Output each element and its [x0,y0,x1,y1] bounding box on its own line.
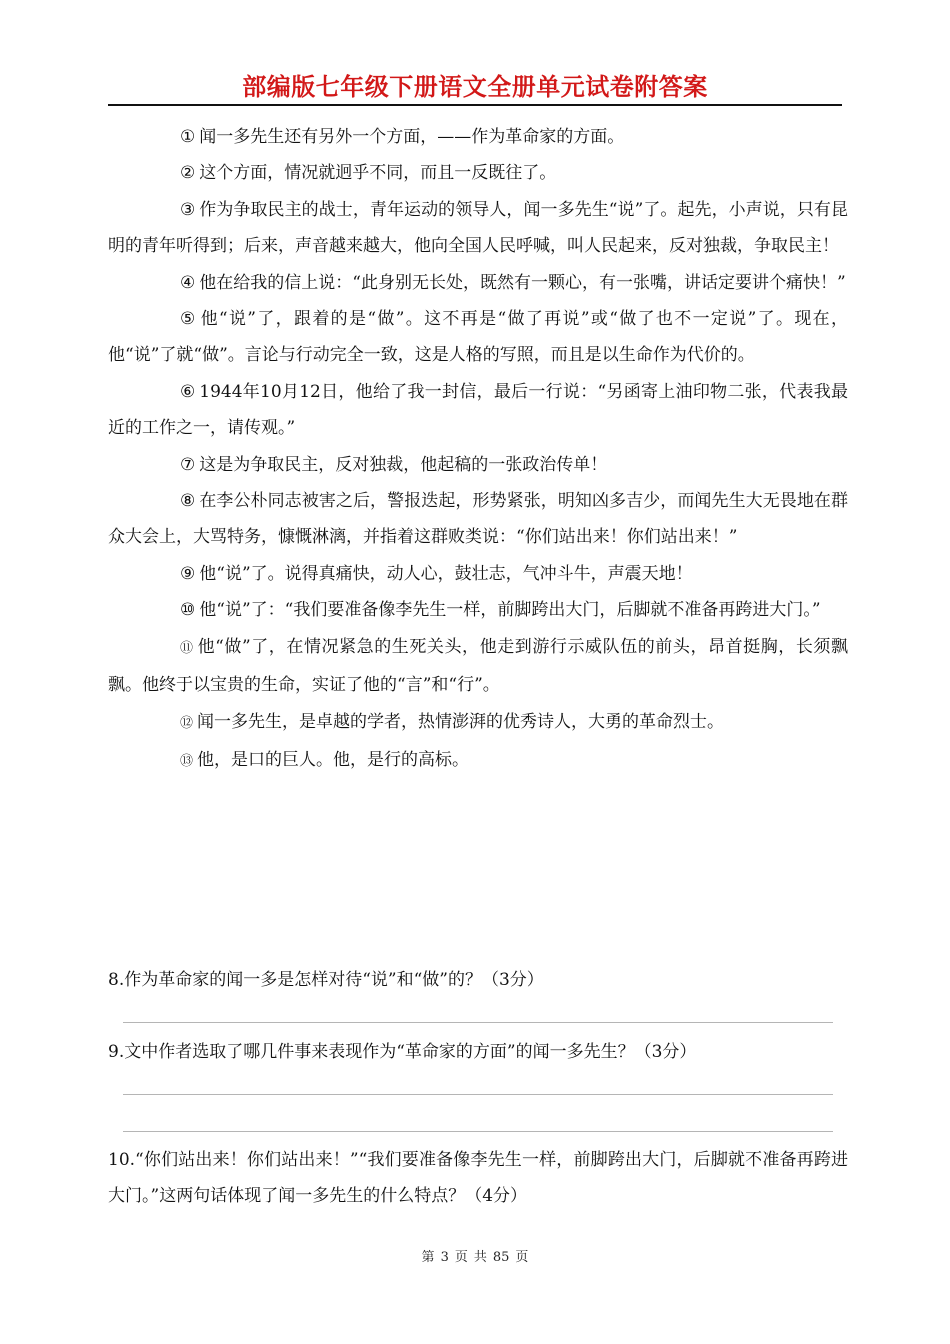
footer-label-unit: 页 [454,1250,468,1265]
paragraph-number: ⑬ [180,753,194,769]
passage-paragraph-5 [108,301,848,374]
paragraph-text: 他“做”了，在情况紧急的生死关头，他走到游行示威队伍的前头，昂首挺胸，长须飘飘。他终于以宝贵的生命，实证了他的“言”和“行”。 [108,636,848,696]
paragraph-text: 闻一多先生还有另外一个方面，——作为革命家的方面。 [199,127,625,147]
paragraph-number: ⑦ [180,454,196,475]
paragraph-number: ⑨ [180,563,196,584]
paragraph-number: ⑩ [180,600,196,621]
answer-line-q8[interactable] [123,1022,833,1023]
footer-label-unit2: 页 [515,1250,529,1265]
paragraph-text: 1944年10月12日，他给了我一封信，最后一行说：“另函寄上油印物二张，代表我最近的工作之一，请传观。” [108,381,848,439]
paragraph-number: ⑪ [180,640,194,656]
answer-line-q9-1[interactable] [123,1094,833,1095]
passage-paragraph-6 [108,374,848,447]
passage-paragraph-11 [108,629,848,704]
question-10: 10.“你们站出来！你们站出来！”“我们要准备像李先生一样，前脚跨出大门，后脚就不准备再跨进大门。”这两句话体现了闻一多先生的什么特点？（4分） [108,1150,848,1207]
paragraph-number: ③ [180,199,196,220]
paragraph-text: 这个方面，情况就迥乎不同，而且一反既往了。 [199,163,557,184]
paragraph-number: ④ [180,272,196,293]
page-number-footer [0,1246,950,1265]
question-9: 9.文中作者选取了哪几件事来表现作为“革命家的方面”的闻一多先生？（3分） [108,1042,697,1062]
answer-line-q9-2[interactable] [123,1131,833,1132]
passage-paragraph-2 [108,155,848,191]
footer-label-total: 共 [473,1250,487,1265]
paragraph-number: ⑤ [180,309,196,330]
footer-total-pages: 85 [492,1250,510,1265]
footer-label-page: 第 [421,1250,435,1265]
passage-paragraph-8 [108,483,848,556]
paragraph-text: 他在给我的信上说：“此身别无长处，既然有一颗心，有一张嘴，讲话定要讲个痛快！” [199,272,846,293]
paragraph-text: 他，是口的巨人。他，是行的高标。 [197,749,470,770]
passage-paragraph-12 [108,704,848,742]
passage-paragraph-7 [108,447,848,483]
paragraph-number: ② [180,163,196,184]
passage-paragraph-10 [108,592,848,628]
page-title: 部编版七年级下册语文全册单元试卷附答案 [242,73,708,101]
passage-paragraph-3 [108,192,848,265]
passage-paragraph-9 [108,556,848,592]
passage-paragraph-4 [108,265,848,301]
paragraph-text: 闻一多先生，是卓越的学者，热情澎湃的优秀诗人，大勇的革命烈士。 [197,711,725,732]
header-divider [108,104,842,106]
paragraph-number: ⑫ [180,715,194,731]
paragraph-text: 他“说”了。说得真痛快，动人心，鼓壮志，气冲斗牛，声震天地！ [199,563,693,584]
footer-current-page: 3 [440,1250,449,1265]
question-8: 8.作为革命家的闻一多是怎样对待“说”和“做”的？（3分） [108,970,544,990]
paragraph-number: ⑧ [180,491,196,512]
paragraph-text: 他“说”了：“我们要准备像李先生一样，前脚跨出大门，后脚就不准备再跨进大门。” [199,600,821,621]
reading-passage [108,119,848,780]
paragraph-number: ⑥ [180,381,196,402]
paragraph-text: 这是为争取民主，反对独裁，他起稿的一张政治传单！ [199,454,608,475]
passage-paragraph-13 [108,742,848,780]
paragraph-text: 在李公朴同志被害之后，警报迭起，形势紧张，明知凶多吉少，而闻先生大无畏地在群众大会上，大骂特务，慷慨淋漓，并指着这群败类说：“你们站出来！你们站出来！” [108,491,848,548]
passage-paragraph-1 [108,119,848,155]
paragraph-text: 他“说”了，跟着的是“做”。这不再是“做了再说”或“做了也不一定说”了。现在，他“说”了就“做”。言论与行动完全一致，这是人格的写照，而且是以生命作为代价的。 [108,309,848,366]
paragraph-text: 作为争取民主的战士，青年运动的领导人，闻一多先生“说”了。起先，小声说，只有昆明的青年听得到；后来，声音越来越大，他向全国人民呼喊，叫人民起来，反对独裁，争取民主！ [108,199,848,257]
paragraph-number: ① [180,127,196,147]
